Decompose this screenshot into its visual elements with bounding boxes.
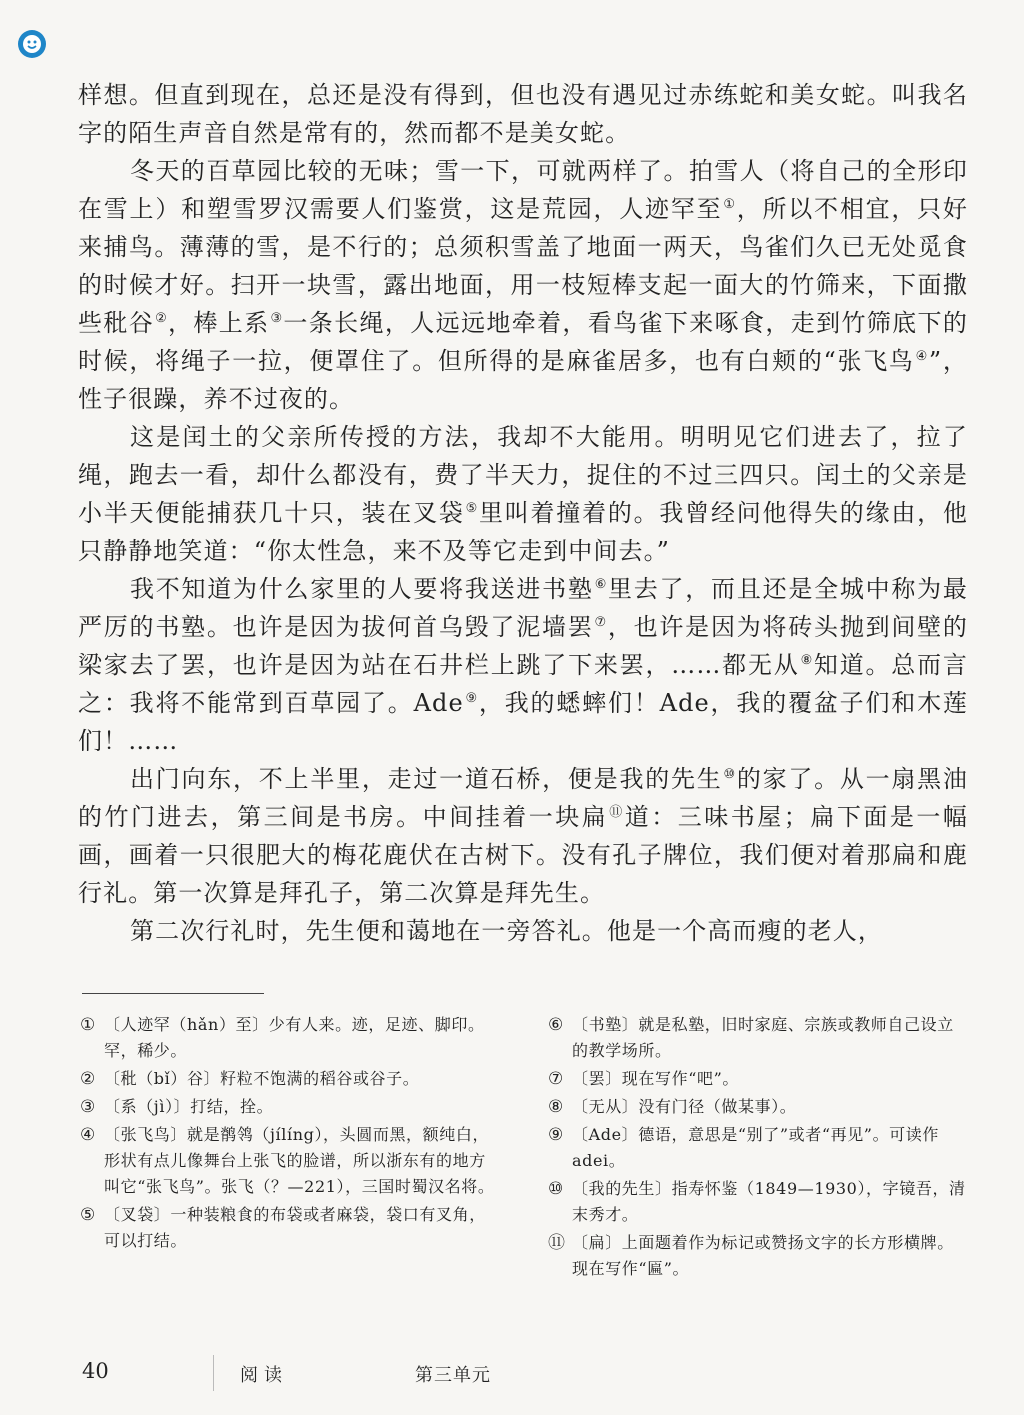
text-run: 冬天的百草园比较的无味；雪一下，可就两样了。拍雪人（将自己的全形印在雪上）和塑雪罗汉需要人们鉴赏，这是荒园，人迹罕至: [78, 157, 968, 223]
text-run: ，所以不相宜，只好来捕鸟。薄薄的雪，是不行的；总须积雪盖了地面一两天，鸟雀们久已无处觅食的时候才好。扫开一块雪，露出地面，用一枝短棒支起一面大的竹筛来，下面撒些秕谷: [78, 195, 969, 337]
footnote-marker: ⑦: [594, 615, 607, 630]
main-text: [78, 76, 968, 950]
footnote-number: ⑨: [548, 1125, 564, 1145]
text-run: 里叫着撞着的。我曾经问他得失的缘由，他只静静地笑道：“你太性急，来不及等它走到中间去。”: [78, 499, 969, 565]
smiley-icon: [18, 30, 46, 58]
footnote-text: 〔扁〕上面题着作为标记或赞扬文字的长方形横牌。现在写作“匾”。: [572, 1233, 954, 1278]
text-run: 我不知道为什么家里的人要将我送进书塾: [130, 575, 594, 603]
footnote-number: ③: [80, 1097, 96, 1117]
footnote-text: 〔张飞鸟〕就是鹡鸰（jílíng），头圆而黑，额纯白，形状有点儿像舞台上张飞的脸谱，所以浙东有的地方叫它“张飞鸟”。张飞（？—221），三国时蜀汉名将。: [104, 1125, 495, 1196]
footnote-number: ⑥: [548, 1015, 564, 1035]
footnote-marker: ②: [155, 311, 168, 326]
footnote-item: [80, 1202, 500, 1254]
footnote-item: [548, 1066, 968, 1092]
footnote-number: ①: [80, 1015, 96, 1035]
text-run: 第二次行礼时，先生便和蔼地在一旁答礼。他是一个高而瘦的老人，: [130, 917, 883, 945]
text-run: ”，性子很躁，养不过夜的。: [78, 347, 968, 413]
text-run: ，我的蟋蟀们！Ade，我的覆盆子们和木莲们！……: [78, 689, 969, 755]
footnote-item: [80, 1066, 500, 1092]
footnote-item: [548, 1176, 968, 1228]
footnote-item: [548, 1122, 968, 1174]
footnote-text: 〔Ade〕德语，意思是“别了”或者“再见”。可读作adei。: [572, 1125, 939, 1170]
smiley-face-graphic: [22, 34, 42, 54]
footnote-item: [548, 1094, 968, 1120]
footnote-text: 〔我的先生〕指寿怀鉴（1849—1930），字镜吾，清末秀才。: [572, 1179, 966, 1224]
footnotes-right-column: [548, 1012, 968, 1284]
footnote-text: 〔无从〕没有门径（做某事）。: [572, 1097, 797, 1116]
paragraph: [78, 152, 968, 418]
footnote-number: ②: [80, 1069, 96, 1089]
footnote-marker: ③: [270, 311, 283, 326]
footnote-marker: ①: [723, 197, 736, 212]
text-run: 的家了。从一扇黑油的竹门进去，第三间是书房。中间挂着一块扁: [78, 765, 968, 831]
paragraph: [78, 570, 968, 760]
footnote-text: 〔系（jì）〕打结，拴。: [104, 1097, 274, 1116]
paragraph: [78, 912, 968, 950]
text-run: 道：三味书屋；扁下面是一幅画，画着一只很肥大的梅花鹿伏在古树下。没有孔子牌位，我们便对着那扁和鹿行礼。第一次算是拜孔子，第二次算是拜先生。: [78, 803, 968, 907]
page-number: 40: [82, 1359, 109, 1383]
footnote-item: [548, 1230, 968, 1282]
footnote-number: ⑤: [80, 1205, 96, 1225]
footnote-marker: ⑤: [465, 501, 478, 516]
footnote-divider: [82, 993, 264, 994]
paragraph: [78, 418, 968, 570]
footnote-text: 〔秕（bǐ）谷〕籽粒不饱满的稻谷或谷子。: [104, 1069, 420, 1088]
text-run: 这是闰土的父亲所传授的方法，我却不大能用。明明见它们进去了，拉了绳，跑去一看，却什么都没有，费了半天力，捉住的不过三四只。闰土的父亲是小半天便能捕获几十只，装在叉袋: [78, 423, 968, 527]
unit-label: 第三单元: [415, 1365, 491, 1386]
text-run: ，也许是因为将砖头抛到间壁的梁家去了罢，也许是因为站在石井栏上跳了下来罢，……都无从: [78, 613, 969, 679]
text-run: 出门向东，不上半里，走过一道石桥，便是我的先生: [130, 765, 723, 793]
text-run: 知道。总而言之：我将不能常到百草园了。Ade: [78, 651, 968, 717]
footer-separator: [213, 1355, 214, 1391]
footnote-marker: ⑧: [800, 653, 813, 668]
paragraph: [78, 760, 968, 912]
footnote-marker: ⑥: [594, 577, 608, 592]
text-run: 里去了，而且还是全城中称为最严厉的书塾。也许是因为拔何首乌毁了泥墙罢: [78, 575, 968, 641]
footnote-item: [80, 1122, 500, 1200]
footnote-marker: ⑨: [464, 691, 478, 706]
footnote-text: 〔罢〕现在写作“吧”。: [572, 1069, 739, 1088]
text-run: ，棒上系: [168, 309, 270, 337]
footnotes-left-column: [80, 1012, 500, 1256]
footnote-text: 〔人迹罕（hǎn）至〕少有人来。迹，足迹、脚印。罕，稀少。: [104, 1015, 485, 1060]
footnote-item: [80, 1012, 500, 1064]
text-run: 一条长绳，人远远地牵着，看鸟雀下来啄食，走到竹筛底下的时候，将绳子一拉，便罩住了。但所得的是麻雀居多，也有白颊的“张飞鸟: [78, 309, 969, 375]
footnote-marker: ⑪: [609, 805, 624, 820]
footnote-number: ④: [80, 1125, 96, 1145]
section-label: 阅读: [240, 1365, 288, 1386]
page-footer: [82, 1355, 952, 1395]
paragraph: [78, 76, 968, 152]
footnote-number: ⑩: [548, 1179, 564, 1199]
footnote-text: 〔书塾〕就是私塾，旧时家庭、宗族或教师自己设立的教学场所。: [572, 1015, 954, 1060]
footnote-text: 〔叉袋〕一种装粮食的布袋或者麻袋，袋口有叉角，可以打结。: [104, 1205, 486, 1250]
footnote-number: ⑦: [548, 1069, 564, 1089]
text-run: 样想。但直到现在，总还是没有得到，但也没有遇见过赤练蛇和美女蛇。叫我名字的陌生声音自然是常有的，然而都不是美女蛇。: [78, 81, 968, 147]
footnote-marker: ④: [915, 349, 928, 364]
footnote-number: ⑪: [548, 1233, 566, 1253]
footnote-number: ⑧: [548, 1097, 564, 1117]
footnote-marker: ⑩: [723, 767, 736, 782]
footnote-item: [80, 1094, 500, 1120]
footnote-item: [548, 1012, 968, 1064]
